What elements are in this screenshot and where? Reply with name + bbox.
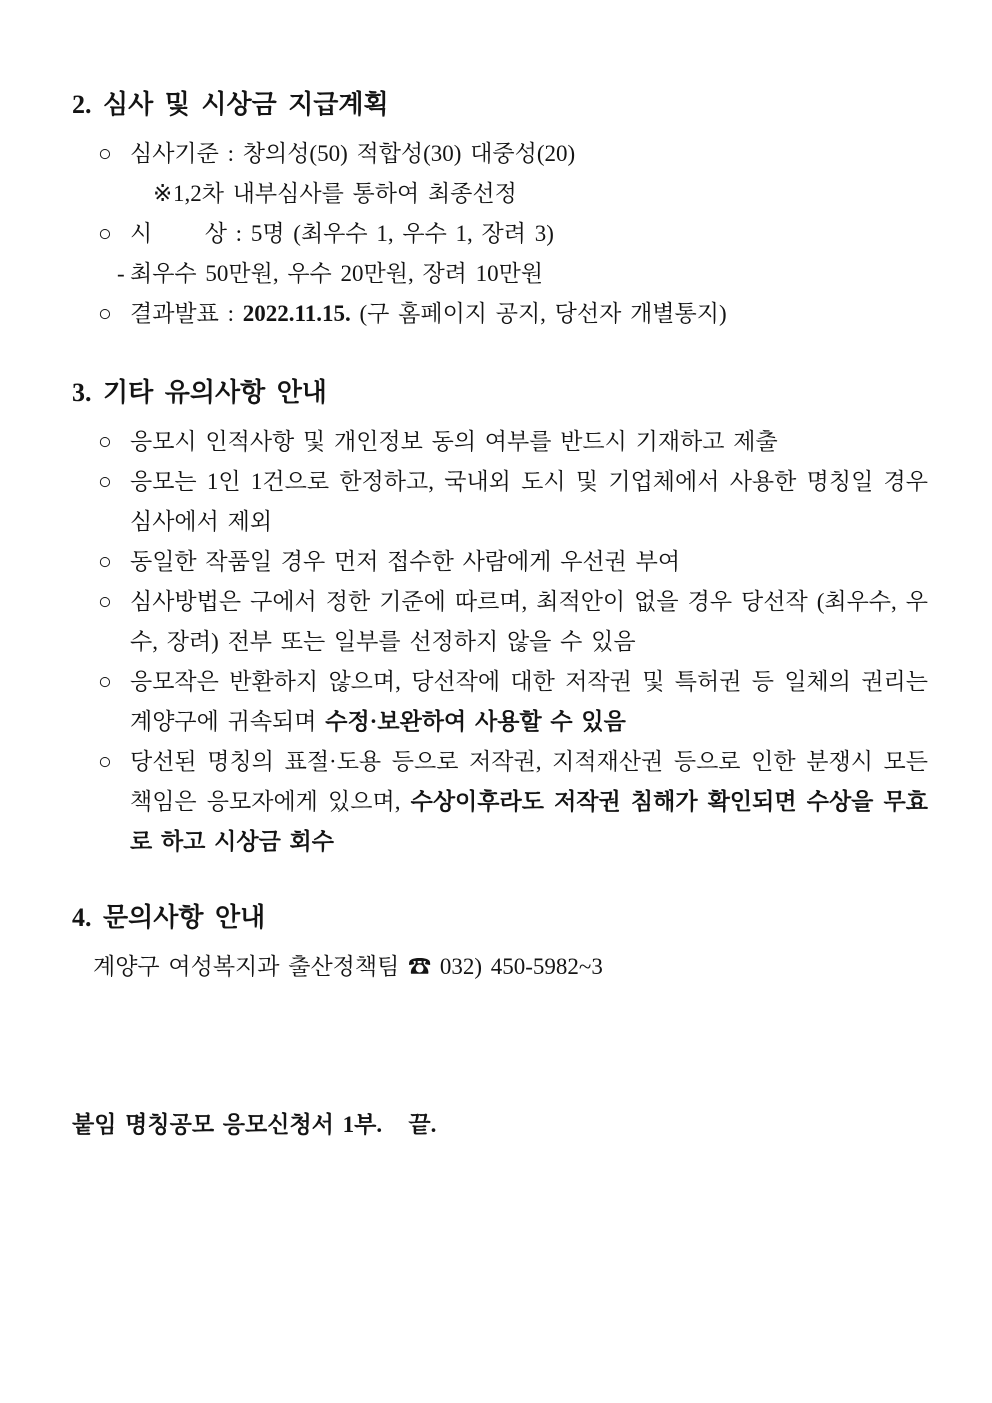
list-item-note — [72, 174, 928, 214]
circle-bullet-icon: ○ — [98, 589, 112, 614]
list-item — [72, 294, 928, 334]
item-text-pre: 결과발표 : — [130, 301, 243, 326]
circle-bullet-icon: ○ — [98, 301, 112, 326]
result-date: 2022.11.15. — [242, 301, 351, 326]
list-item — [72, 542, 928, 582]
attachment-note: 붙임 명칭공모 응모신청서 1부. 끝. — [72, 1112, 437, 1137]
list-item — [72, 462, 928, 542]
item-text: 심사방법은 구에서 정한 기준에 따르며, 최적안이 없을 경우 당선작 (최우수, 우수, 장려) 전부 또는 일부를 선정하지 않을 수 있음 — [130, 589, 928, 654]
item-text-bold: 수정·보완하여 사용할 수 있음 — [325, 709, 626, 734]
section-heading: 3. 기타 유의사항 안내 — [72, 378, 327, 407]
item-text: 최우수 50만원, 우수 20만원, 장려 10만원 — [130, 261, 544, 286]
list-item — [72, 662, 928, 742]
list-item — [72, 582, 928, 662]
item-text — [130, 749, 928, 854]
item-text: 응모는 1인 1건으로 한정하고, 국내외 도시 및 기업체에서 사용한 명칭일 경우 심사에서 제외 — [130, 469, 928, 534]
list-item-sub — [72, 254, 928, 294]
list-item — [72, 134, 928, 174]
item-text: 1,2차 내부심사를 통하여 최종선정 — [173, 181, 517, 206]
circle-bullet-icon: ○ — [98, 429, 112, 454]
phone-icon: ☎ — [408, 954, 432, 979]
item-text: 심사기준 : 창의성(50) 적합성(30) 대중성(20) — [130, 141, 576, 166]
item-text: 동일한 작품일 경우 먼저 접수한 사람에게 우선권 부여 — [130, 549, 681, 574]
item-text-post: (구 홈페이지 공지, 당선자 개별통지) — [350, 301, 727, 326]
section-heading: 4. 문의사항 안내 — [72, 903, 266, 932]
circle-bullet-icon: ○ — [98, 469, 112, 494]
circle-bullet-icon: ○ — [98, 221, 112, 246]
item-text-pre: 당선된 명칭의 표절·도용 등으로 저작권, 지적재산권 등으로 인한 분쟁시 모든 책임은 응모자에게 있으며, — [130, 749, 928, 814]
contact-text: 계양구 여성복지과 출산정책팀 — [93, 954, 409, 979]
section-award-plan — [72, 84, 928, 334]
circle-bullet-icon: ○ — [98, 669, 112, 694]
reference-mark-icon: ※ — [153, 181, 173, 206]
circle-bullet-icon: ○ — [98, 141, 112, 166]
circle-bullet-icon: ○ — [98, 749, 112, 774]
item-text: 시 상 : 5명 (최우수 1, 우수 1, 장려 3) — [130, 221, 554, 246]
contact-phone-number: 032) 450-5982~3 — [431, 954, 603, 979]
list-item — [72, 422, 928, 462]
item-text: 응모시 인적사항 및 개인정보 동의 여부를 반드시 기재하고 제출 — [130, 429, 778, 454]
item-text-pre: 응모작은 반환하지 않으며, 당선작에 대한 저작권 및 특허권 등 일체의 권리는 계양구에 귀속되며 — [130, 669, 928, 734]
item-text — [130, 301, 727, 326]
circle-bullet-icon: ○ — [98, 549, 112, 574]
dash-bullet-icon: - — [117, 261, 125, 286]
list-item — [72, 214, 928, 254]
item-text-bold: 수상이후라도 저작권 침해가 확인되면 수상을 무효로 하고 시상금 회수 — [130, 789, 928, 854]
section-other-notices — [72, 372, 928, 862]
item-text — [130, 669, 928, 734]
section-inquiry — [72, 897, 928, 987]
list-item — [72, 742, 928, 862]
contact-info — [72, 947, 928, 987]
section-heading: 2. 심사 및 시상금 지급계획 — [72, 90, 389, 119]
